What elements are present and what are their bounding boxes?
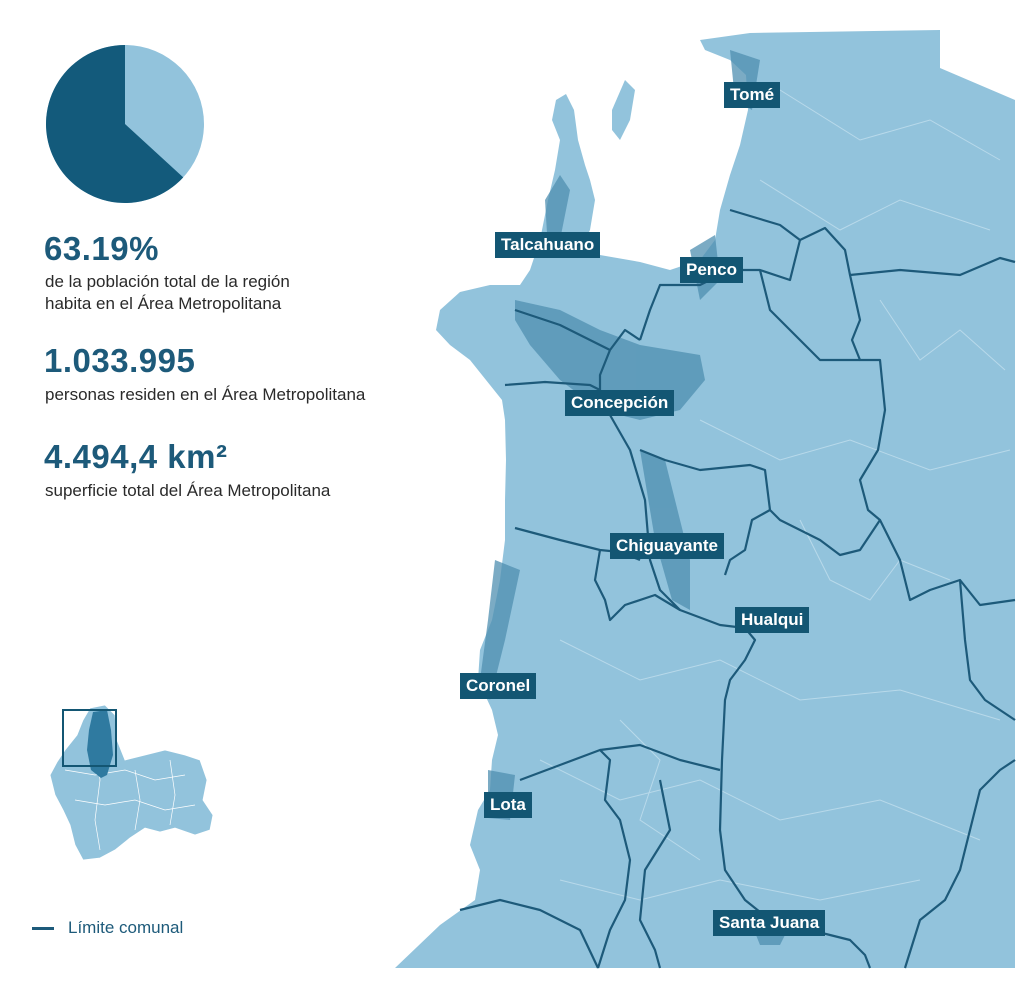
stat-population-desc: personas residen en el Área Metropolitana [45,385,366,404]
stat-share-desc [45,271,290,315]
stat-area-desc: superficie total del Área Metropolitana [45,481,331,500]
city-label-chiguayante[interactable]: Chiguayante [610,533,724,559]
legend-label: Límite comunal [68,918,184,937]
city-label-hualqui[interactable]: Hualqui [735,607,809,633]
stat-population-value: 1.033.995 [44,342,196,379]
locator-minimap [35,700,220,865]
city-label-penco[interactable]: Penco [680,257,743,283]
stat-share-value: 63.19% [44,230,159,267]
population-pie-chart [45,44,205,204]
city-label-concepcion[interactable]: Concepción [565,390,674,416]
city-label-coronel[interactable]: Coronel [460,673,536,699]
city-label-santa-juana[interactable]: Santa Juana [713,910,825,936]
city-label-talcahuano[interactable]: Talcahuano [495,232,600,258]
city-label-lota[interactable]: Lota [484,792,532,818]
stat-share-desc-line-1: de la población total de la región [45,272,290,291]
line-icon [32,927,54,930]
city-label-tome[interactable]: Tomé [724,82,780,108]
map-legend [32,918,183,938]
stat-area-value: 4.494,4 km² [44,438,228,475]
stat-share-desc-line-2: habita en el Área Metropolitana [45,294,282,313]
region-shape [50,705,213,860]
